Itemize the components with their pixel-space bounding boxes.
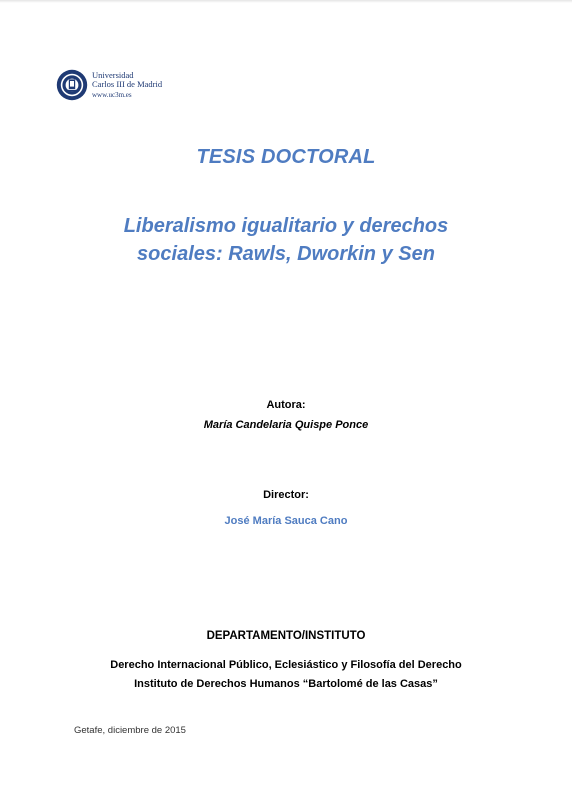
- director-label: Director:: [263, 489, 309, 501]
- thesis-title-line-2: sociales: Rawls, Dworkin y Sen: [137, 243, 435, 265]
- document-type-heading: TESIS DOCTORAL: [196, 146, 376, 168]
- thesis-title: [0, 212, 572, 268]
- department-name: Derecho Internacional Público, Eclesiástico y Filosofía del Derecho: [110, 659, 462, 671]
- logo-line-university: Universidad: [92, 69, 134, 80]
- place-date: Getafe, diciembre de 2015: [74, 725, 186, 736]
- author-label: Autora:: [266, 399, 306, 411]
- director-name: José María Sauca Cano: [224, 515, 348, 527]
- logo-url: www.uc3m.es: [92, 90, 132, 99]
- institute-name: Instituto de Derechos Humanos “Bartolomé de las Casas”: [134, 678, 438, 690]
- department-label: DEPARTAMENTO/INSTITUTO: [206, 630, 366, 642]
- author-name: María Candelaria Quispe Ponce: [203, 419, 369, 431]
- thesis-title-line-1: Liberalismo igualitario y derechos: [123, 215, 449, 237]
- university-logo: [56, 69, 162, 101]
- logo-text: [92, 71, 162, 100]
- logo-line-name: Carlos III de Madrid: [92, 78, 163, 89]
- page-top-edge: [0, 0, 572, 3]
- university-seal-icon: [56, 69, 88, 101]
